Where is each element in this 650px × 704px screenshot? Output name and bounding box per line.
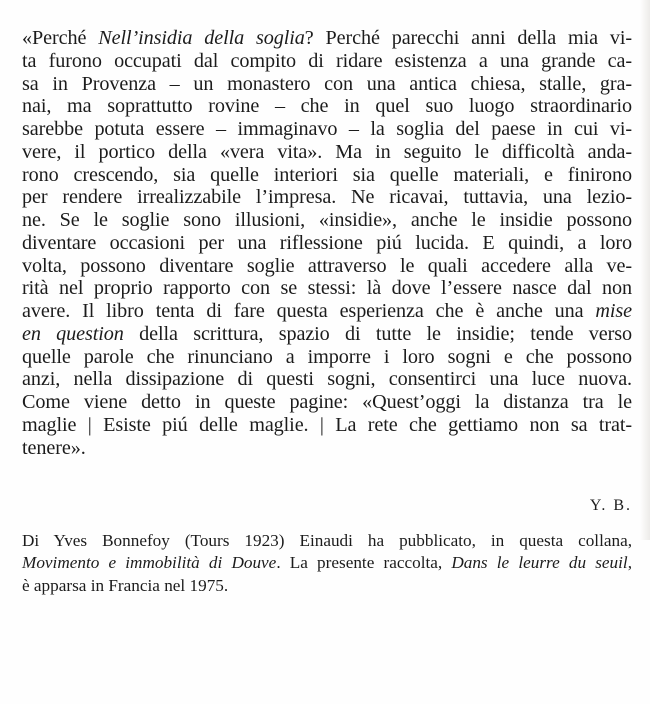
text-segment: vere, il portico della «vera vita». Ma in seguito le difficoltà anda- (22, 140, 632, 163)
text-line (22, 300, 632, 323)
text-line (22, 323, 632, 346)
text-segment: è apparsa in Francia nel 1975. (22, 575, 229, 595)
page-edge-shadow (640, 0, 650, 540)
text-line (22, 73, 632, 96)
preface-paragraph (22, 27, 632, 459)
text-line (22, 277, 632, 300)
author-signature: Y. B. (589, 497, 632, 514)
text-line (22, 118, 632, 141)
text-line (22, 164, 632, 187)
text-line (22, 27, 632, 50)
text-segment: maglie | Esiste piú delle maglie. | La rete che gettiamo non sa trat- (22, 413, 632, 436)
colophon-note (22, 530, 632, 597)
italic-title: Nell’insidia della soglia (98, 27, 305, 49)
text-line (22, 414, 632, 437)
text-segment: rono crescendo, sia quelle interiori sia quelle materiali, e finirono (22, 163, 632, 186)
text-segment: per rendere irrealizzabile l’impresa. Ne ricavai, tuttavia, una lezio- (22, 186, 632, 209)
italic-title: Movimento e immobilità di Douve (22, 553, 277, 573)
text-segment: della scrittura, spazio di tutte le insidie; tende verso (123, 322, 632, 345)
text-line (22, 255, 632, 278)
text-segment: rità nel proprio rapporto con se stessi: là dove l’essere nasce dal non (22, 277, 632, 300)
text-line (22, 530, 632, 552)
text-segment: , (627, 553, 632, 573)
text-segment: nai, ma soprattutto rovine – che in quel suo luogo straordinario (22, 95, 632, 118)
text-segment: diventare occasioni per una riflessione piú lucida. E quindi, a loro (22, 231, 632, 254)
text-line (22, 368, 632, 391)
text-segment: anzi, nella dissipazione di questi sogni, consentirci una luce nuova. (22, 368, 632, 391)
text-segment: ta furono occupati dal compito di ridare esistenza a una grande ca- (22, 49, 632, 72)
text-segment: Di Yves Bonnefoy (Tours 1923) Einaudi ha pubblicato, in questa collana, (22, 531, 632, 550)
text-segment: sarebbe potuta essere – immaginavo – la soglia del paese in cui vi- (22, 118, 632, 140)
text-line (22, 391, 632, 414)
italic-title: Dans le leurre du seuil (451, 553, 628, 573)
text-segment: tenere». (22, 436, 86, 459)
text-line (22, 186, 632, 209)
text-segment: ? Perché parecchi anni della mia vi- (304, 27, 632, 49)
text-line (22, 575, 632, 597)
text-segment: ne. Se le soglie sono illusioni, «insidie», anche le insidie possono (22, 209, 632, 231)
italic-title: mise (595, 300, 632, 322)
text-line (22, 141, 632, 164)
text-segment: . La presente raccolta, (276, 553, 452, 573)
text-segment: volta, possono diventare soglie attraverso le quali accedere alla ve- (22, 254, 632, 277)
text-segment: quelle parole che rinunciano a imporre i loro sogni e che possono (22, 345, 632, 368)
text-segment: sa in Provenza – un monastero con una antica chiesa, stalle, gra- (22, 72, 632, 95)
text-line (22, 209, 632, 232)
text-line (22, 552, 632, 574)
text-line (22, 346, 632, 369)
text-line (22, 437, 632, 460)
text-line (22, 232, 632, 255)
text-segment: avere. Il libro tenta di fare questa esperienza che è anche una (22, 300, 596, 322)
text-line (22, 95, 632, 118)
italic-title: en question (22, 322, 124, 345)
text-line (22, 50, 632, 73)
text-segment: Come viene detto in queste pagine: «Quest’oggi la distanza tra le (22, 391, 632, 413)
text-segment: «Perché (22, 27, 99, 49)
